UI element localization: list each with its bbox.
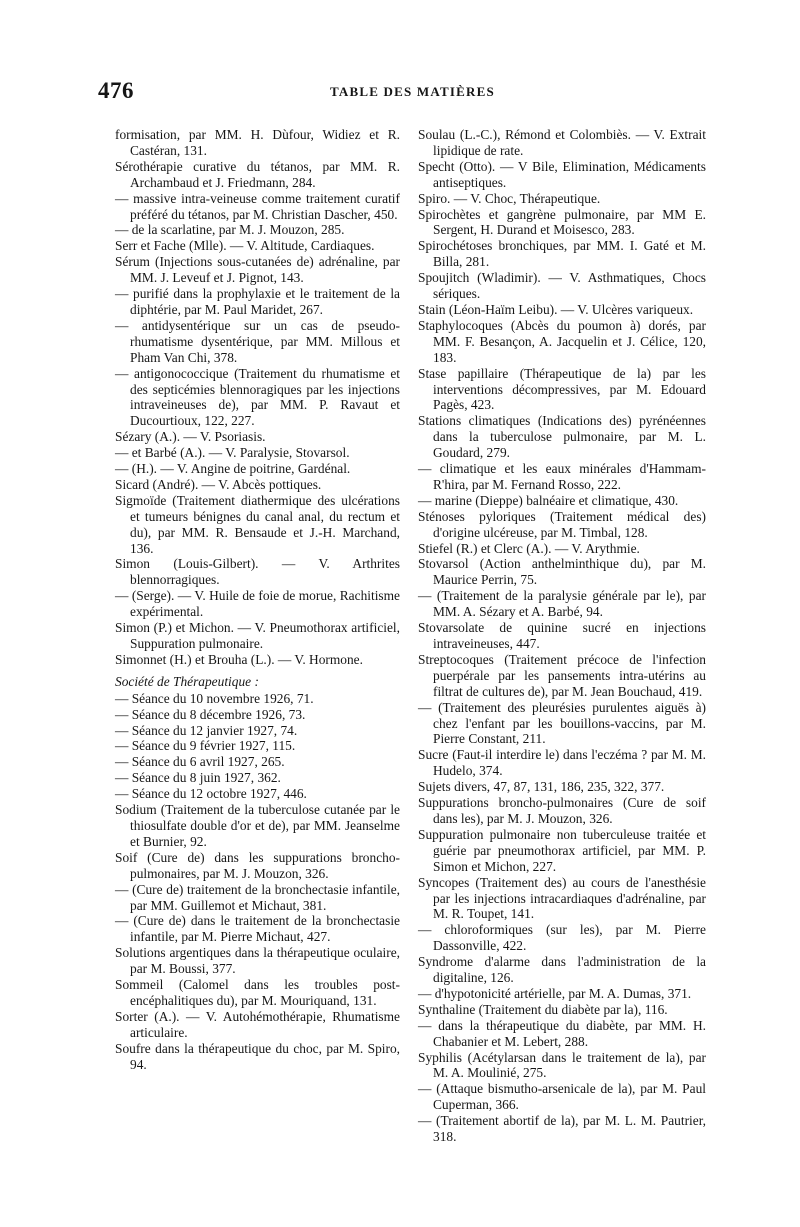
index-entry: Société de Thérapeutique : — [115, 673, 259, 689]
index-entry: — (Traitement abortif de la), par M. L. M. Pautrier, 318. — [418, 1113, 706, 1145]
running-head: TABLE DES MATIÈRES — [330, 84, 495, 99]
index-entry: Sommeil (Calomel dans les troubles post-encéphalitiques du), par M. Mouriquand, 131. — [115, 977, 400, 1008]
index-entry: — dans la thérapeutique du diabète, par MM. H. Chabanier et M. Lebert, 288. — [418, 1017, 706, 1049]
index-entry: Sorter (A.). — V. Autohémothérapie, Rhumatisme articulaire. — [115, 1008, 400, 1040]
index-entry: — et Barbé (A.). — V. Paralysie, Stovarsol. — [115, 445, 350, 461]
index-entry: Suppuration pulmonaire non tuberculeuse traitée et guérie par pneumothorax artificiel, par MM. P. Simon et Michon, 227. — [418, 826, 706, 874]
index-entry: Soif (Cure de) dans les suppurations broncho-pulmonaires, par M. J. Mouzon, 326. — [115, 849, 400, 881]
index-entry: Sézary (A.). — V. Psoriasis. — [115, 429, 266, 445]
index-entry: — (Cure de) dans le traitement de la bronchectasie infantile, par M. Pierre Michaut, 427. — [115, 913, 400, 945]
index-entry: — Séance du 8 juin 1927, 362. — [115, 770, 281, 786]
page-header — [0, 78, 800, 108]
index-entry: Simon (P.) et Michon. — V. Pneumothorax artificiel, Suppuration pulmonaire. — [115, 620, 400, 651]
index-entry: Spirochètes et gangrène pulmonaire, par MM E. Sergent, H. Durand et Moisesco, 283. — [418, 206, 706, 238]
index-entry: — Séance du 12 octobre 1927, 446. — [115, 786, 307, 802]
index-entry: — climatique et les eaux minérales d'Hammam-R'hira, par M. Fernand Rosso, 222. — [418, 461, 706, 492]
index-entry: Specht (Otto). — V Bile, Elimination, Médicaments antiseptiques. — [418, 158, 706, 190]
index-entry: Synthaline (Traitement du diabète par la), 116. — [418, 1001, 668, 1017]
index-entry: — purifié dans la prophylaxie et le traitement de la diphtérie, par M. Paul Maridet, 267. — [115, 286, 400, 317]
index-entry: — (Traitement des pleurésies purulentes aiguës à) chez l'enfant par les bouillons-vaccins, par M. Pierre Constant, 211. — [418, 699, 706, 747]
index-entry: — antidysentérique sur un cas de pseudo-rhumatisme dysentérique, par MM. Millous et Pham Van Chi, 378. — [115, 317, 400, 365]
index-entry: Spoujitch (Wladimir). — V. Asthmatiques, Chocs sériques. — [418, 270, 706, 302]
index-entry: formisation, par MM. H. Dùfour, Widiez et R. Castéran, 131. — [115, 127, 400, 158]
index-entry: — (Cure de) traitement de la bronchectasie infantile, par MM. Guillemot et Michaut, 381. — [115, 881, 400, 913]
index-entry: Stovarsolate de quinine sucré en injections intraveineuses, 447. — [418, 620, 706, 651]
index-entry: Sténoses pyloriques (Traitement médical des) d'origine ulcéreuse, par M. Timbal, 128. — [418, 508, 706, 540]
index-entry: Spiro. — V. Choc, Thérapeutique. — [418, 190, 601, 206]
index-entry: Simonnet (H.) et Brouha (L.). — V. Hormone. — [115, 651, 363, 667]
index-entry: Syndrome d'alarme dans l'administration de la digitaline, 126. — [418, 954, 706, 986]
index-entry: Sicard (André). — V. Abcès pottiques. — [115, 476, 322, 492]
index-entry: Spirochétoses bronchiques, par MM. I. Gaté et M. Billa, 281. — [418, 238, 706, 270]
index-entry: Stovarsol (Action anthelminthique du), par M. Maurice Perrin, 75. — [418, 556, 706, 588]
index-entry: — (H.). — V. Angine de poitrine, Gardénal. — [115, 461, 351, 477]
index-entry: — (Serge). — V. Huile de foie de morue, Rachitisme expérimental. — [115, 588, 400, 620]
index-entry: Stations climatiques (Indications des) pyrénéennes dans la tuberculose pulmonaire, par M. L. Goudard, 279. — [418, 413, 706, 461]
page-number: 476 — [98, 78, 134, 103]
index-entry: — (Attaque bismutho-arsenicale de la), par M. Paul Cuperman, 366. — [418, 1081, 706, 1113]
index-entry: — antigonococcique (Traitement du rhumatisme et des septicémies blennoragiques par les injections intraveineuses de), par MM. P. Ravaut et Ducourtioux, 122, 227. — [115, 365, 400, 429]
right-column — [418, 127, 706, 1145]
index-entry: Sodium (Traitement de la tuberculose cutanée par le thiosulfate double d'or et de), par MM. Jeanselme et Burnier, 92. — [115, 802, 400, 849]
index-entry: Solutions argentiques dans la thérapeutique oculaire, par M. Boussi, 377. — [115, 945, 400, 977]
index-entry: — de la scarlatine, par M. J. Mouzon, 285. — [115, 222, 345, 238]
index-entry: — Séance du 12 janvier 1927, 74. — [115, 722, 298, 738]
index-entry: Streptocoques (Traitement précoce de l'infection puerpérale par les pansements intra-utérins au filtrat de cultures de), par M. Jean Bouchaud, 419. — [418, 651, 706, 699]
index-entry: Sérothérapie curative du tétanos, par MM. R. Archambaud et J. Friedmann, 284. — [115, 158, 400, 190]
left-column — [115, 127, 400, 1072]
index-entry: — d'hypotonicité artérielle, par M. A. Dumas, 371. — [418, 985, 692, 1001]
index-entry: — marine (Dieppe) balnéaire et climatique, 430. — [418, 492, 679, 508]
index-entry: Suppurations broncho-pulmonaires (Cure de soif dans les), par M. J. Mouzon, 326. — [418, 795, 706, 826]
index-entry: Sérum (Injections sous-cutanées de) adrénaline, par MM. J. Leveuf et J. Pignot, 143. — [115, 254, 400, 286]
index-entry: Simon (Louis-Gilbert). — V. Arthrites blennorragiques. — [115, 556, 400, 588]
index-entry: Staphylocoques (Abcès du poumon à) dorés, par MM. F. Besançon, A. Jacquelin et J. Célice, 120, 183. — [418, 317, 706, 365]
index-entry: — Séance du 8 décembre 1926, 73. — [115, 706, 306, 722]
index-entry: — massive intra-veineuse comme traitement curatif préféré du tétanos, par M. Christian Dascher, 450. — [115, 190, 400, 222]
index-entry: Stiefel (R.) et Clerc (A.). — V. Arythmie. — [418, 540, 640, 556]
index-entry: Sucre (Faut-il interdire le) dans l'eczéma ? par M. M. Hudelo, 374. — [418, 747, 706, 779]
index-entry: — Séance du 9 février 1927, 115. — [115, 738, 296, 754]
index-entry: Syphilis (Acétylarsan dans le traitement de la), par M. A. Moulinié, 275. — [418, 1049, 706, 1081]
index-entry: Soufre dans la thérapeutique du choc, par M. Spiro, 94. — [115, 1040, 400, 1072]
index-entry: Sigmoïde (Traitement diathermique des ulcérations et tumeurs bénignes du canal anal, du rectum et du), par MM. R. Bensaude et J.-H. Marchand, 136. — [115, 492, 400, 556]
index-entry: — Séance du 6 avril 1927, 265. — [115, 754, 285, 770]
index-entry: — Séance du 10 novembre 1926, 71. — [115, 690, 314, 706]
index-entry: Syncopes (Traitement des) au cours de l'anesthésie par les injections intracardiaques d'adrénaline, par M. R. Toupet, 141. — [418, 874, 706, 922]
index-entry: Serr et Fache (Mlle). — V. Altitude, Cardiaques. — [115, 238, 375, 254]
index-entry: Sujets divers, 47, 87, 131, 186, 235, 322, 377. — [418, 779, 665, 795]
index-entry: — (Traitement de la paralysie générale par le), par MM. A. Sézary et A. Barbé, 94. — [418, 588, 706, 620]
index-entry: — chloroformiques (sur les), par M. Pierre Dassonville, 422. — [418, 922, 706, 954]
index-entry: Soulau (L.-C.), Rémond et Colombiès. — V. Extrait lipidique de rate. — [418, 127, 706, 158]
index-entry: Stase papillaire (Thérapeutique de la) par les interventions décompressives, par M. Edouard Pagès, 423. — [418, 365, 706, 413]
index-entry: Stain (Léon-Haïm Leibu). — V. Ulcères variqueux. — [418, 301, 694, 317]
